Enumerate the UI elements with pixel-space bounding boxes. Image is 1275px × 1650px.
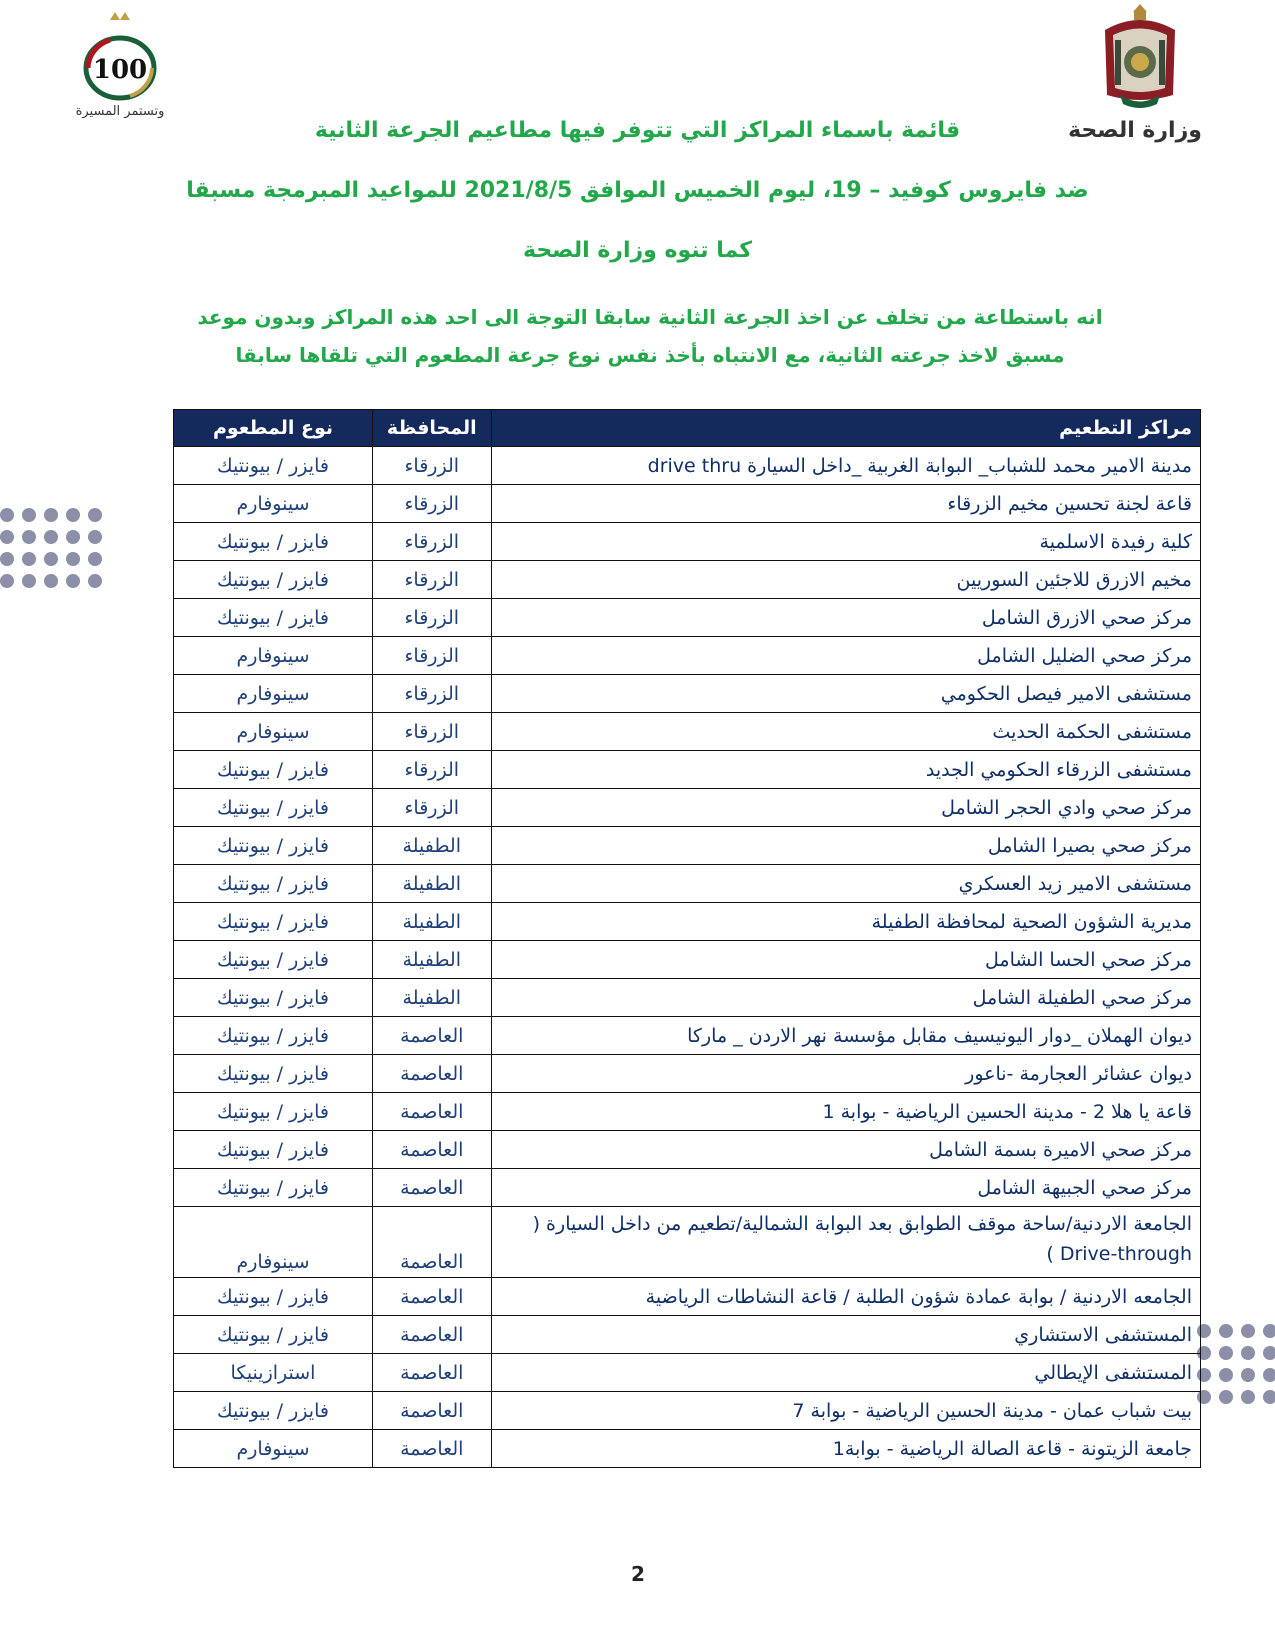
- governorate: الطفيلة: [372, 903, 491, 941]
- table-row: [174, 979, 1201, 1017]
- table-row: [174, 561, 1201, 599]
- center-name: مركز صحي الحسا الشامل: [491, 941, 1200, 979]
- center-name: مديرية الشؤون الصحية لمحافظة الطفيلة: [491, 903, 1200, 941]
- center-name: مدينة الامير محمد للشباب_ البوابة الغربية _داخل السيارة drive thru: [491, 447, 1200, 485]
- vaccine-type: فايزر / بيونتيك: [174, 979, 373, 1017]
- center-name: مستشفى الزرقاء الحكومي الجديد: [491, 751, 1200, 789]
- center-name: مركز صحي الضليل الشامل: [491, 637, 1200, 675]
- header-center: مراكز التطعيم: [491, 410, 1200, 447]
- centenary-100-logo-icon: [70, 8, 170, 103]
- vaccine-type: فايزر / بيونتيك: [174, 1093, 373, 1131]
- table-row: [174, 827, 1201, 865]
- vaccine-type: فايزر / بيونتيك: [174, 1316, 373, 1354]
- governorate: العاصمة: [372, 1017, 491, 1055]
- governorate: العاصمة: [372, 1207, 491, 1278]
- vaccine-type: سينوفارم: [174, 1430, 373, 1468]
- vaccination-centers-table: [173, 409, 1201, 1468]
- header-vaccine: نوع المطعوم: [174, 410, 373, 447]
- vaccine-type: سينوفارم: [174, 1207, 373, 1278]
- center-name: قاعة لجنة تحسين مخيم الزرقاء: [491, 485, 1200, 523]
- center-name: مخيم الازرق للاجئين السوريين: [491, 561, 1200, 599]
- center-name: بيت شباب عمان - مدينة الحسين الرياضية - بوابة 7: [491, 1392, 1200, 1430]
- vaccine-type: فايزر / بيونتيك: [174, 1131, 373, 1169]
- table-row: [174, 1354, 1201, 1392]
- governorate: الزرقاء: [372, 599, 491, 637]
- governorate: الزرقاء: [372, 447, 491, 485]
- center-name: مركز صحي الازرق الشامل: [491, 599, 1200, 637]
- governorate: العاصمة: [372, 1354, 491, 1392]
- table-row: [174, 751, 1201, 789]
- vaccine-type: سينوفارم: [174, 713, 373, 751]
- header-governorate: المحافظة: [372, 410, 491, 447]
- vaccine-type: فايزر / بيونتيك: [174, 903, 373, 941]
- table-row: [174, 599, 1201, 637]
- center-name: ديوان الهملان _دوار اليونيسيف مقابل مؤسسة نهر الاردن _ ماركا: [491, 1017, 1200, 1055]
- table-row: [174, 713, 1201, 751]
- center-name: كلية رفيدة الاسلمية: [491, 523, 1200, 561]
- governorate: العاصمة: [372, 1169, 491, 1207]
- table-row: [174, 1055, 1201, 1093]
- vaccine-type: فايزر / بيونتيك: [174, 1169, 373, 1207]
- center-name: مستشفى الامير فيصل الحكومي: [491, 675, 1200, 713]
- vaccine-type: فايزر / بيونتيك: [174, 599, 373, 637]
- governorate: الطفيلة: [372, 941, 491, 979]
- vaccine-type: سينوفارم: [174, 637, 373, 675]
- governorate: الزرقاء: [372, 523, 491, 561]
- center-name: مركز صحي الجبيهة الشامل: [491, 1169, 1200, 1207]
- center-name: مركز صحي الاميرة بسمة الشامل: [491, 1131, 1200, 1169]
- decorative-dots-right: [1197, 1324, 1275, 1404]
- decorative-dots-left: [0, 508, 102, 588]
- table-row: [174, 1169, 1201, 1207]
- table-row: [174, 523, 1201, 561]
- table-row: [174, 1430, 1201, 1468]
- title-line-3: كما تنوه وزارة الصحة: [522, 238, 752, 263]
- centenary-number: 100: [92, 55, 148, 85]
- centenary-slogan: وتستمر المسيرة: [75, 104, 165, 119]
- table-row: [174, 1316, 1201, 1354]
- vaccine-type: فايزر / بيونتيك: [174, 1055, 373, 1093]
- table-row: [174, 941, 1201, 979]
- governorate: العاصمة: [372, 1131, 491, 1169]
- vaccine-type: سينوفارم: [174, 485, 373, 523]
- vaccine-type: فايزر / بيونتيك: [174, 523, 373, 561]
- center-name: قاعة يا هلا 2 - مدينة الحسين الرياضية - بوابة 1: [491, 1093, 1200, 1131]
- ministry-name: وزارة الصحة: [1068, 118, 1202, 143]
- center-name: المستشفى الاستشاري: [491, 1316, 1200, 1354]
- center-name: مستشفى الحكمة الحديث: [491, 713, 1200, 751]
- governorate: العاصمة: [372, 1093, 491, 1131]
- notice-line-1: انه باستطاعة من تخلف عن اخذ الجرعة الثانية سابقا التوجة الى احد هذه المراكز وبدون موعد: [197, 305, 1103, 329]
- vaccine-type: فايزر / بيونتيك: [174, 941, 373, 979]
- governorate: العاصمة: [372, 1055, 491, 1093]
- center-name: الجامعة الاردنية/ساحة موقف الطوابق بعد البوابة الشمالية/تطعيم من داخل السيارة ( Drive-through ): [491, 1207, 1200, 1278]
- table-row: [174, 789, 1201, 827]
- governorate: الطفيلة: [372, 865, 491, 903]
- center-name: مركز صحي بصيرا الشامل: [491, 827, 1200, 865]
- table-row: [174, 447, 1201, 485]
- vaccine-type: فايزر / بيونتيك: [174, 865, 373, 903]
- table-header-row: [174, 410, 1201, 447]
- page-number: 2: [631, 1562, 645, 1586]
- table-row: [174, 1278, 1201, 1316]
- vaccine-type: فايزر / بيونتيك: [174, 1278, 373, 1316]
- table-row: [174, 1093, 1201, 1131]
- center-name: الجامعه الاردنية / بوابة عمادة شؤون الطلبة / قاعة النشاطات الرياضية: [491, 1278, 1200, 1316]
- table-row: [174, 1392, 1201, 1430]
- governorate: الطفيلة: [372, 827, 491, 865]
- title-line-2: ضد فايروس كوفيد – 19، ليوم الخميس الموافق 2021/8/5 للمواعيد المبرمجة مسبقا: [186, 178, 1089, 203]
- center-name: جامعة الزيتونة - قاعة الصالة الرياضية - بوابة1: [491, 1430, 1200, 1468]
- governorate: الزرقاء: [372, 485, 491, 523]
- vaccine-type: فايزر / بيونتيك: [174, 447, 373, 485]
- governorate: الزرقاء: [372, 637, 491, 675]
- table-row: [174, 1017, 1201, 1055]
- table-row: [174, 675, 1201, 713]
- vaccine-type: سينوفارم: [174, 675, 373, 713]
- vaccine-type: فايزر / بيونتيك: [174, 827, 373, 865]
- governorate: الزرقاء: [372, 713, 491, 751]
- center-name: مركز صحي الطفيلة الشامل: [491, 979, 1200, 1017]
- vaccine-type: فايزر / بيونتيك: [174, 561, 373, 599]
- governorate: العاصمة: [372, 1430, 491, 1468]
- governorate: الزرقاء: [372, 561, 491, 599]
- center-name: المستشفى الإيطالي: [491, 1354, 1200, 1392]
- vaccine-type: فايزر / بيونتيك: [174, 1392, 373, 1430]
- center-name: مستشفى الامير زيد العسكري: [491, 865, 1200, 903]
- title-line-1: قائمة باسماء المراكز التي تتوفر فيها مطاعيم الجرعة الثانية: [314, 118, 961, 143]
- governorate: العاصمة: [372, 1316, 491, 1354]
- vaccine-type: فايزر / بيونتيك: [174, 789, 373, 827]
- vaccine-type: فايزر / بيونتيك: [174, 1017, 373, 1055]
- table-row: [174, 1207, 1201, 1278]
- center-name: مركز صحي وادي الحجر الشامل: [491, 789, 1200, 827]
- governorate: الزرقاء: [372, 751, 491, 789]
- governorate: العاصمة: [372, 1392, 491, 1430]
- table-row: [174, 903, 1201, 941]
- center-name: ديوان عشائر العجارمة -ناعور: [491, 1055, 1200, 1093]
- jordan-coat-of-arms-icon: [1085, 0, 1195, 115]
- governorate: الزرقاء: [372, 675, 491, 713]
- governorate: الزرقاء: [372, 789, 491, 827]
- table-row: [174, 865, 1201, 903]
- table-row: [174, 637, 1201, 675]
- notice-line-2: مسبق لاخذ جرعته الثانية، مع الانتباه بأخذ نفس نوع جرعة المطعوم التي تلقاها سابقا: [235, 343, 1065, 367]
- governorate: الطفيلة: [372, 979, 491, 1017]
- table-row: [174, 485, 1201, 523]
- vaccine-type: فايزر / بيونتيك: [174, 751, 373, 789]
- vaccine-type: استرازينيكا: [174, 1354, 373, 1392]
- table-row: [174, 1131, 1201, 1169]
- governorate: العاصمة: [372, 1278, 491, 1316]
